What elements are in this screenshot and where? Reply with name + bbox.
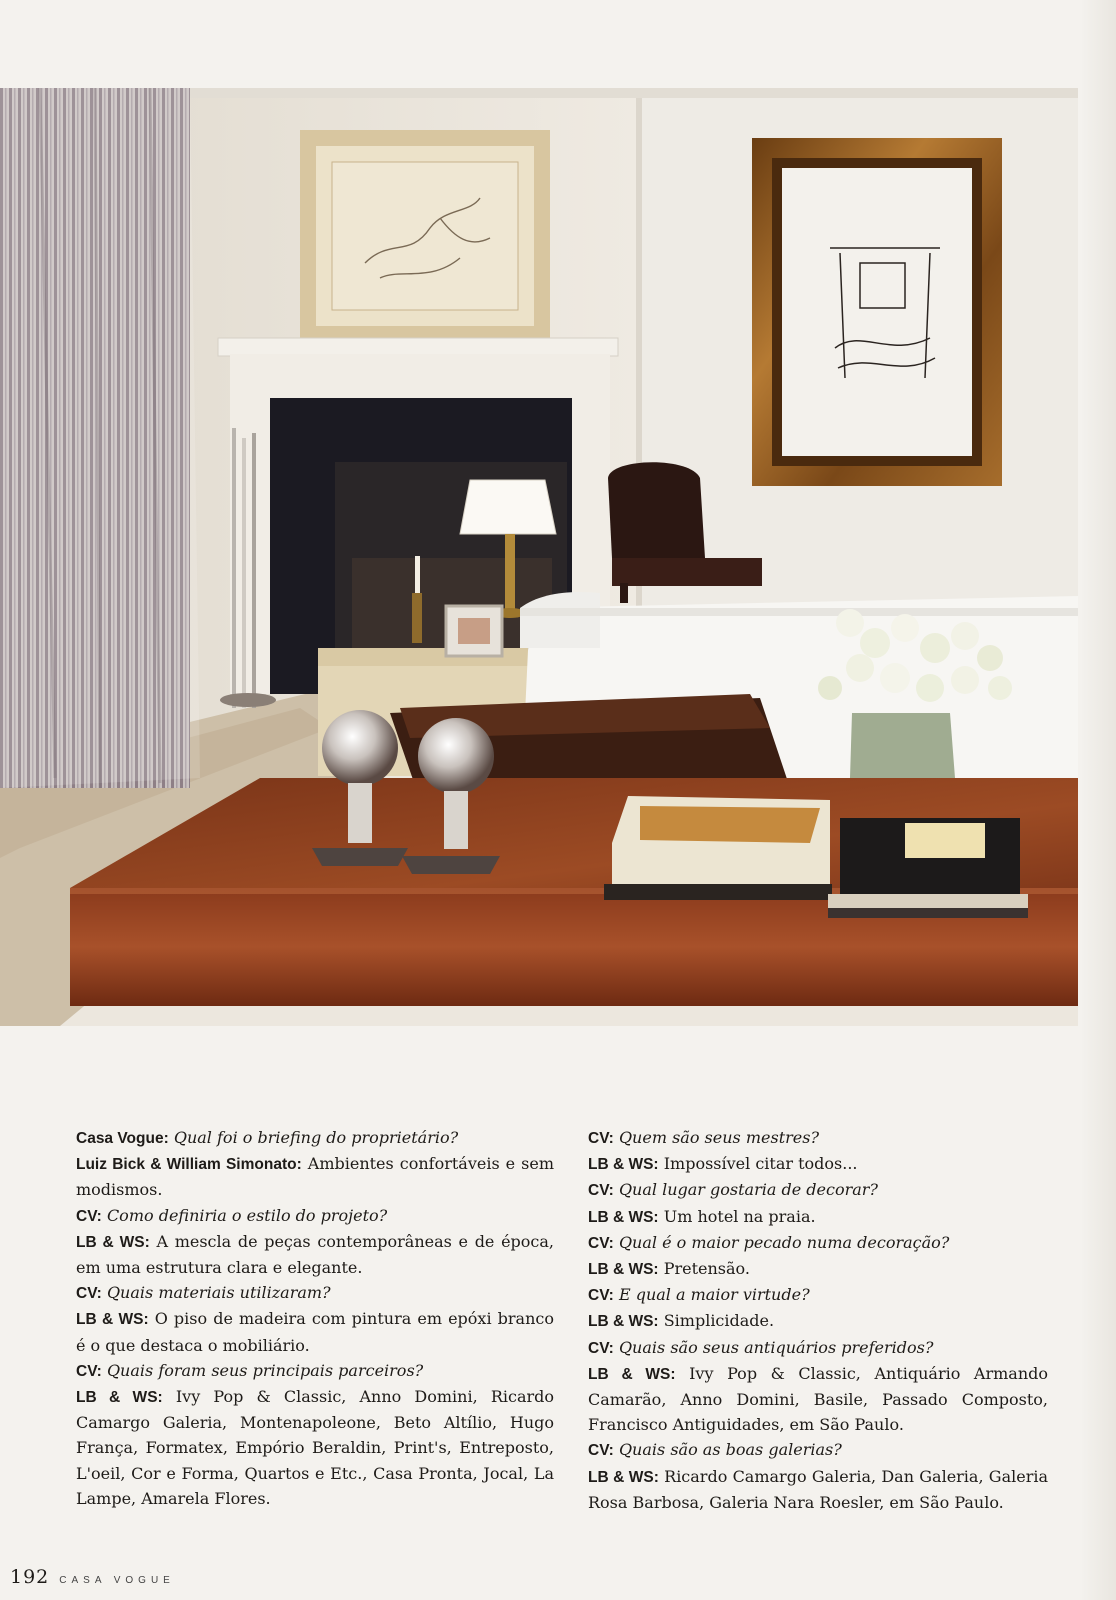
qa-line xyxy=(588,1464,1048,1515)
answer-text: Um hotel na praia. xyxy=(663,1206,816,1226)
page-footer xyxy=(10,1566,175,1590)
speaker-label: LB & WS: xyxy=(76,1311,149,1329)
question-text: E qual a maior virtude? xyxy=(618,1285,810,1305)
answer-text: Simplicidade. xyxy=(663,1311,775,1331)
question-text: Quais são as boas galerias? xyxy=(618,1440,842,1460)
qa-line xyxy=(588,1282,1048,1308)
question-text: Quais são seus antiquários preferidos? xyxy=(618,1337,934,1357)
speaker-label: LB & WS: xyxy=(588,1208,659,1226)
speaker-label: LB & WS: xyxy=(588,1468,659,1486)
qa-line xyxy=(588,1437,1048,1463)
answer-text: Ivy Pop & Classic, Antiquário Armando Camarão, Anno Domini, Basile, Passado Composto, Francisco Antiguidades, em São Paulo. xyxy=(588,1363,1048,1435)
speaker-label: CV: xyxy=(588,1339,614,1357)
speaker-label: Luiz Bick & William Simonato: xyxy=(76,1156,302,1174)
interview-column-left xyxy=(76,1125,554,1511)
magazine-name: CASA VOGUE xyxy=(59,1575,175,1586)
speaker-label: Casa Vogue: xyxy=(76,1130,169,1147)
qa-line xyxy=(588,1177,1048,1203)
question-text: Qual foi o briefing do proprietário? xyxy=(173,1128,459,1147)
qa-line xyxy=(588,1256,1048,1282)
qa-line xyxy=(588,1230,1048,1256)
speaker-label: CV: xyxy=(588,1234,614,1252)
qa-line xyxy=(588,1335,1048,1361)
qa-line xyxy=(76,1229,554,1280)
page-number: 192 xyxy=(10,1566,50,1588)
answer-text: O piso de madeira com pintura em epóxi branco é o que destaca o mobiliário. xyxy=(76,1309,554,1355)
answer-text: A mescla de peças contemporâneas e de época, em uma estrutura clara e elegante. xyxy=(76,1231,555,1278)
qa-line xyxy=(76,1384,554,1511)
qa-line xyxy=(76,1358,554,1384)
qa-line xyxy=(588,1151,1048,1177)
answer-text: Impossível citar todos... xyxy=(663,1154,858,1174)
speaker-label: CV: xyxy=(588,1442,614,1460)
speaker-label: CV: xyxy=(76,1362,102,1380)
speaker-label: LB & WS: xyxy=(588,1365,676,1383)
qa-line xyxy=(76,1203,554,1229)
speaker-label: CV: xyxy=(588,1130,614,1147)
qa-line xyxy=(588,1204,1048,1230)
qa-line xyxy=(588,1308,1048,1334)
question-text: Quais foram seus principais parceiros? xyxy=(106,1360,424,1380)
question-text: Quem são seus mestres? xyxy=(618,1128,820,1147)
speaker-label: LB & WS: xyxy=(588,1261,659,1279)
question-text: Qual é o maior pecado numa decoração? xyxy=(618,1232,950,1252)
qa-line xyxy=(76,1151,554,1202)
speaker-label: CV: xyxy=(76,1285,102,1303)
interview-column-right xyxy=(588,1125,1048,1515)
question-text: Como definiria o estilo do projeto? xyxy=(106,1205,388,1225)
answer-text: Ivy Pop & Classic, Anno Domini, Ricardo Camargo Galeria, Montenapoleone, Beto Altílio, Hugo França, Formatex, Empório Beraldin, Print's, Entreposto, L'oeil, Cor e Forma, Quartos e Etc., Casa Pronta, Jocal, La Lampe, Amarela Flores. xyxy=(76,1387,554,1508)
speaker-label: LB & WS: xyxy=(588,1156,659,1174)
speaker-label: LB & WS: xyxy=(588,1313,659,1331)
question-text: Quais materiais utilizaram? xyxy=(106,1283,331,1303)
qa-line xyxy=(588,1361,1048,1438)
speaker-label: LB & WS: xyxy=(76,1389,163,1407)
answer-text: Pretensão. xyxy=(663,1259,750,1279)
speaker-label: LB & WS: xyxy=(76,1233,150,1251)
page-edge-shadow xyxy=(1080,0,1116,1600)
qa-line xyxy=(76,1125,554,1151)
qa-line xyxy=(76,1306,554,1357)
question-text: Qual lugar gostaria de decorar? xyxy=(618,1180,878,1200)
speaker-label: CV: xyxy=(76,1207,102,1225)
interior-photo xyxy=(0,88,1078,1026)
qa-line xyxy=(588,1125,1048,1151)
answer-text: Ricardo Camargo Galeria, Dan Galeria, Galeria Rosa Barbosa, Galeria Nara Roesler, em São Paulo. xyxy=(588,1466,1048,1512)
speaker-label: CV: xyxy=(588,1182,614,1200)
speaker-label: CV: xyxy=(588,1287,614,1305)
answer-text: Ambientes confortáveis e sem modismos. xyxy=(76,1154,554,1200)
qa-line xyxy=(76,1280,554,1306)
